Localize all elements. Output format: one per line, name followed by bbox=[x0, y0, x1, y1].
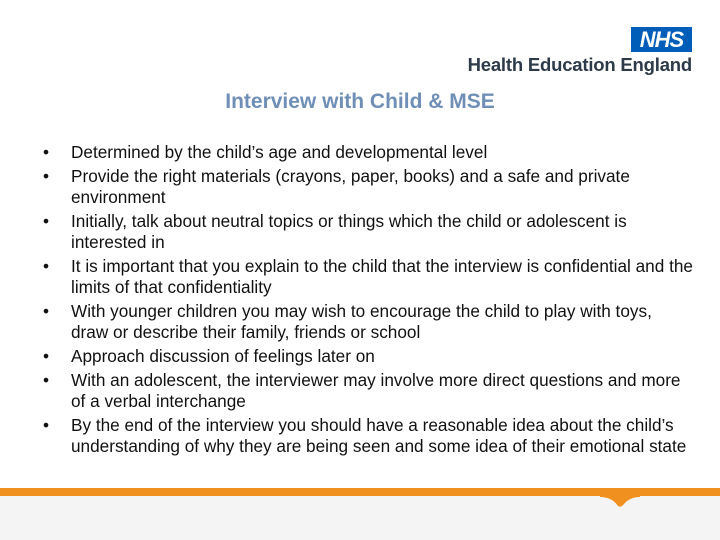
nhs-logo-text: NHS bbox=[639, 27, 684, 52]
bullet-item: • With younger children you may wish to encourage the child to play with toys, draw or describe their family, friends or school bbox=[43, 301, 693, 343]
orange-divider-bar bbox=[0, 488, 720, 496]
bullet-item: • With an adolescent, the interviewer may involve more direct questions and more of a verbal interchange bbox=[43, 370, 693, 412]
bullet-item: • Initially, talk about neutral topics or things which the child or adolescent is interested in bbox=[43, 211, 693, 253]
bullet-list bbox=[43, 142, 693, 460]
bullet-item: • It is important that you explain to the child that the interview is confidential and the limits of that confidentiality bbox=[43, 256, 693, 298]
bullet-item: • Provide the right materials (crayons, paper, books) and a safe and private environment bbox=[43, 166, 693, 208]
bullet-item: • Determined by the child’s age and developmental level bbox=[43, 142, 693, 163]
org-name: Health Education England bbox=[467, 54, 692, 75]
nhs-logo bbox=[631, 27, 692, 52]
bullet-item: • By the end of the interview you should have a reasonable idea about the child’s understanding of why they are being seen and some idea of their emotional state bbox=[43, 415, 693, 457]
slide-title: Interview with Child & MSE bbox=[225, 90, 495, 113]
bullet-item: • Approach discussion of feelings later on bbox=[43, 346, 693, 367]
orange-notch-shape bbox=[600, 496, 640, 510]
